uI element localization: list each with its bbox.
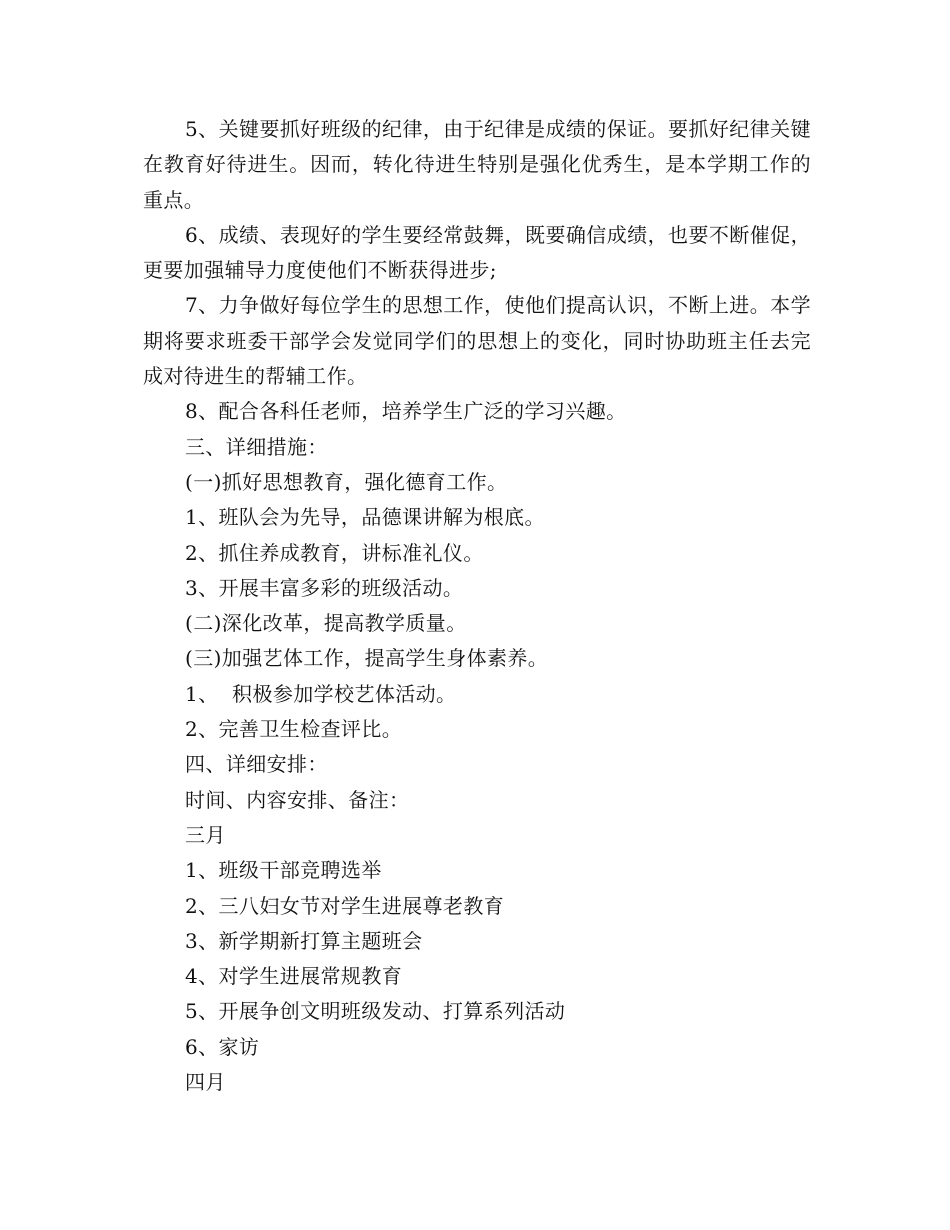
month-heading-march: 三月 — [185, 822, 226, 847]
schedule-columns-label: 时间、内容安排、备注： — [185, 787, 410, 812]
section-heading-measures: 三、详细措施： — [185, 434, 328, 459]
line-item: 8、配合各科任老师，培养学生广泛的学习兴趣。 — [185, 399, 627, 424]
document-body — [143, 112, 811, 1100]
list-item: 5、开展争创文明班级发动、打算系列活动 — [185, 999, 566, 1024]
list-item: 4、对学生进展常规教育 — [185, 964, 403, 989]
list-item: 3、新学期新打算主题班会 — [185, 928, 423, 953]
month-heading-april: 四月 — [185, 1070, 226, 1095]
line-item: 3、开展丰富多彩的班级活动。 — [185, 575, 464, 600]
paragraph-discipline: 5、关键要抓好班级的纪律，由于纪律是成绩的保证。要抓好纪律关键在教育好待进生。因而，转化待进生特别是强化优秀生，是本学期工作的重点。 — [143, 117, 811, 212]
section-heading-schedule: 四、详细安排： — [185, 752, 328, 777]
paragraph-ideology: 7、力争做好每位学生的思想工作，使他们提高认识，不断上进。本学期将要求班委干部学会发觉同学们的思想上的变化，同时协助班主任去完成对待进生的帮辅工作。 — [143, 293, 811, 389]
subheading-arts-sports: (三)加强艺体工作，提高学生身体素养。 — [185, 646, 549, 671]
line-item: 2、抓住养成教育，讲标准礼仪。 — [185, 540, 484, 565]
list-item: 2、三八妇女节对学生进展尊老教育 — [185, 893, 505, 918]
list-item: 6、家访 — [185, 1034, 260, 1059]
line-item: 2、完善卫生检查评比。 — [185, 717, 403, 742]
line-item: 1、班队会为先导，品德课讲解为根底。 — [185, 505, 545, 530]
list-item: 1、班级干部竞聘选举 — [185, 858, 382, 883]
paragraph-encouragement: 6、成绩、表现好的学生要经常鼓舞，既要确信成绩，也要不断催促，更要加强辅导力度使他们不断获得进步; — [143, 222, 811, 283]
subheading-teaching-reform: (二)深化改革，提高教学质量。 — [185, 611, 467, 636]
line-item: 1、 积极参加学校艺体活动。 — [185, 681, 457, 706]
subheading-moral-education: (一)抓好思想教育，强化德育工作。 — [185, 469, 508, 494]
